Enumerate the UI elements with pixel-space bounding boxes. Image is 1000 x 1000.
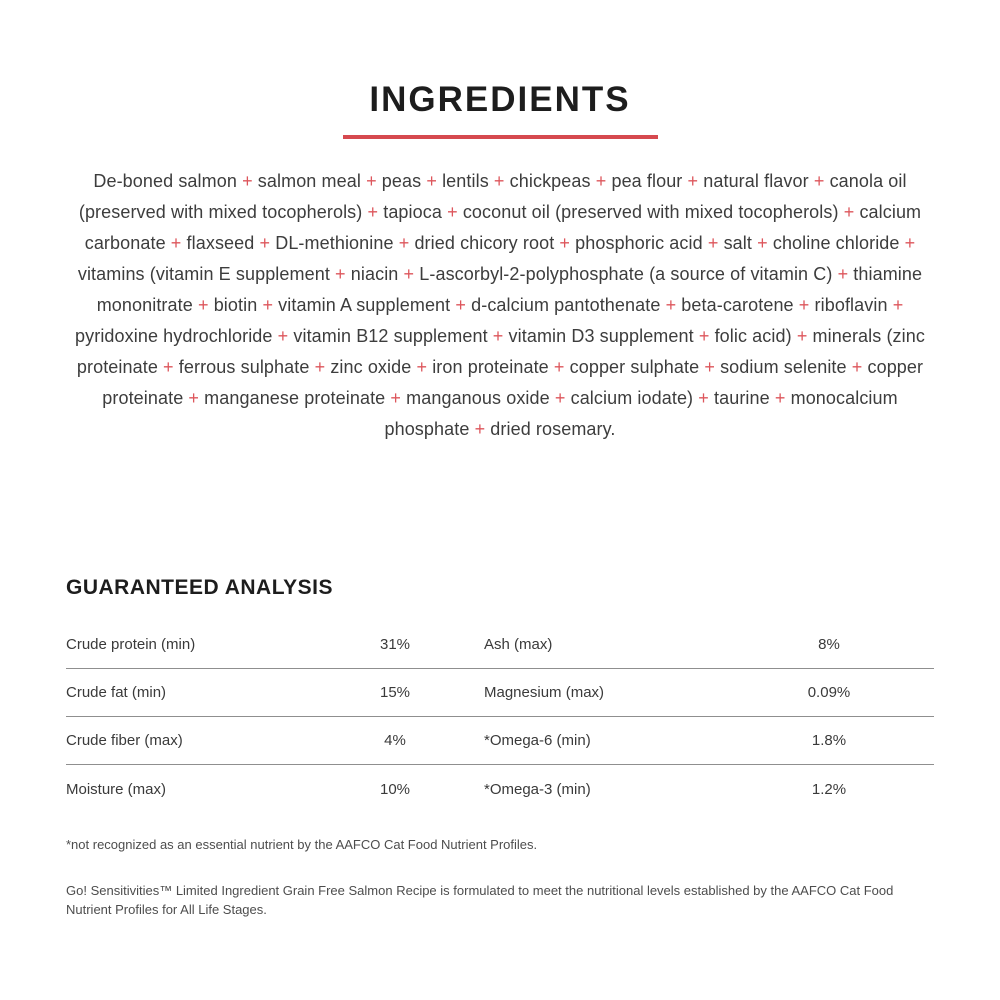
- asterisk-footnote: *not recognized as an essential nutrient by the AAFCO Cat Food Nutrient Profiles.: [66, 837, 538, 852]
- plus-separator: +: [843, 202, 855, 222]
- nutrient-value: 8%: [818, 636, 840, 653]
- plus-separator: +: [851, 357, 863, 377]
- nutrient-value: 10%: [379, 780, 411, 798]
- plus-separator: +: [390, 388, 402, 408]
- plus-separator: +: [704, 357, 715, 377]
- guaranteed-analysis-section: [66, 576, 934, 919]
- plus-separator: +: [798, 295, 810, 315]
- plus-separator: +: [314, 357, 326, 377]
- plus-separator: +: [698, 326, 710, 346]
- table-row: [66, 765, 934, 813]
- plus-separator: +: [595, 171, 607, 191]
- plus-separator: +: [474, 419, 486, 439]
- plus-separator: +: [687, 171, 699, 191]
- plus-separator: +: [366, 171, 377, 191]
- nutrient-label: Crude fat (min): [66, 684, 167, 701]
- plus-separator: +: [493, 171, 505, 191]
- nutrient-value: 1.2%: [811, 780, 847, 798]
- plus-separator: +: [335, 264, 346, 284]
- guaranteed-analysis-heading: GUARANTEED ANALYSIS: [66, 576, 333, 599]
- ingredients-header: [0, 0, 1000, 139]
- plus-separator: +: [492, 326, 504, 346]
- plus-separator: +: [698, 388, 709, 408]
- table-row: [66, 717, 934, 765]
- plus-separator: +: [398, 233, 410, 253]
- plus-separator: +: [559, 233, 571, 253]
- plus-separator: +: [904, 233, 916, 253]
- plus-separator: +: [553, 357, 565, 377]
- plus-separator: +: [416, 357, 428, 377]
- plus-separator: +: [163, 357, 174, 377]
- table-row: [66, 669, 934, 717]
- plus-separator: +: [277, 326, 289, 346]
- plus-separator: +: [403, 264, 415, 284]
- plus-separator: +: [426, 171, 437, 191]
- nutrient-label: *Omega-3 (min): [484, 780, 591, 798]
- plus-separator: +: [197, 295, 209, 315]
- nutrient-label: Magnesium (max): [484, 684, 605, 701]
- plus-separator: +: [892, 295, 904, 315]
- plus-separator: +: [259, 233, 271, 253]
- ingredients-title: INGREDIENTS: [369, 80, 631, 119]
- nutrient-value: 0.09%: [807, 684, 851, 701]
- plus-separator: +: [447, 202, 458, 222]
- plus-separator: +: [665, 295, 677, 315]
- nutrient-value: 4%: [384, 732, 406, 749]
- plus-separator: +: [837, 264, 849, 284]
- aafco-statement: Go! Sensitivities™ Limited Ingredient Grain Free Salmon Recipe is formulated to meet the nutritional levels established by the AAFCO Cat Food Nutrient Profiles for All Life Stages.: [66, 883, 894, 917]
- title-underline: [343, 135, 658, 139]
- nutrient-value: 31%: [379, 636, 411, 653]
- nutrient-label: *Omega-6 (min): [484, 732, 591, 749]
- ingredients-text: De-boned salmon + salmon meal + peas + lentils + chickpeas + pea flour + natural flavor + canola oil (preserved with mixed tocopherols) + tapioca + coconut oil (preserved with mixed tocopherols) + calcium carbonate + flaxseed + DL-methionine + dried chicory root + phosphoric acid + salt + choline chloride + vitamins (vitamin E supplement + niacin + L-ascorbyl-2-polyphosphate (a source of vitamin C) + thiamine mononitrate + biotin + vitamin A supplement + d-calcium pantothenate + beta-carotene + riboflavin + pyridoxine hydrochloride + vitamin B12 supplement + vitamin D3 supplement + folic acid) + minerals (zinc proteinate + ferrous sulphate + zinc oxide + iron proteinate + copper sulphate + sodium selenite + copper proteinate + manganese proteinate + manganous oxide + calcium iodate) + taurine + monocalcium phosphate + dried rosemary.: [75, 171, 925, 439]
- nutrient-label: Crude fiber (max): [66, 732, 183, 749]
- plus-separator: +: [170, 233, 182, 253]
- plus-separator: +: [367, 202, 379, 222]
- plus-separator: +: [554, 388, 566, 408]
- plus-separator: +: [813, 171, 825, 191]
- plus-separator: +: [796, 326, 808, 346]
- nutrient-label: Moisture (max): [66, 780, 167, 798]
- plus-separator: +: [455, 295, 467, 315]
- nutrient-label: Crude protein (min): [66, 636, 196, 653]
- analysis-table: [66, 621, 934, 813]
- plus-separator: +: [188, 388, 200, 408]
- plus-separator: +: [262, 295, 274, 315]
- plus-separator: +: [242, 171, 253, 191]
- plus-separator: +: [707, 233, 719, 253]
- nutrient-value: 15%: [379, 684, 411, 701]
- nutrient-label: Ash (max): [484, 636, 553, 653]
- nutrient-value: 1.8%: [811, 732, 847, 749]
- plus-separator: +: [757, 233, 768, 253]
- table-row: [66, 621, 934, 669]
- plus-separator: +: [774, 388, 786, 408]
